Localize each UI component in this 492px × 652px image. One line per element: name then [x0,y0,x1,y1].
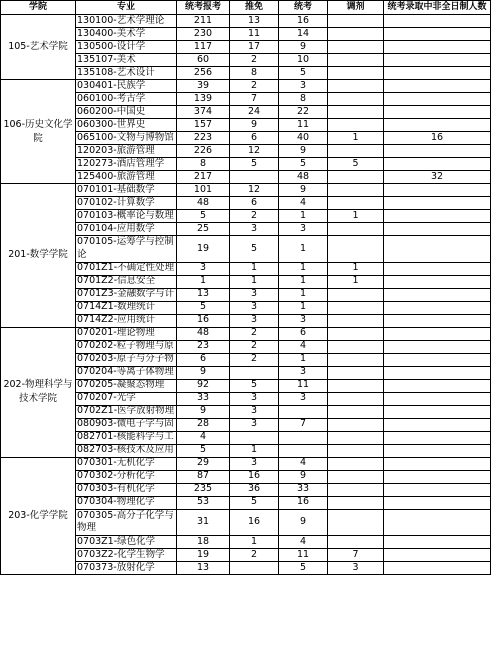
recommended-cell: 16 [230,470,279,483]
header-major: 专业 [76,1,177,15]
recommended-cell [230,366,279,379]
major-cell: 125400-旅游管理 [76,171,177,184]
transfer-cell [328,184,384,197]
recommended-cell [230,562,279,575]
part-time-cell [384,223,491,236]
part-time-cell [384,457,491,470]
exam-admitted-cell: 1 [279,288,328,301]
part-time-cell [384,93,491,106]
recommended-cell: 5 [230,158,279,171]
major-cell: 082703-核技术及应用 [76,444,177,457]
major-cell: 135108-艺术设计 [76,67,177,80]
major-cell: 070373-放射化学 [76,562,177,575]
recommended-cell: 5 [230,379,279,392]
exam-applicants-cell: 16 [177,314,230,327]
major-cell: 060200-中国史 [76,106,177,119]
part-time-cell [384,15,491,28]
major-cell: 060300-世界史 [76,119,177,132]
transfer-cell [328,314,384,327]
major-cell: 0714Z2-应用统计 [76,314,177,327]
recommended-cell: 2 [230,54,279,67]
part-time-cell [384,210,491,223]
header-transfer: 调剂 [328,1,384,15]
transfer-cell [328,340,384,353]
major-cell: 0702Z1-医学放射物理 [76,405,177,418]
exam-admitted-cell: 7 [279,418,328,431]
exam-applicants-cell: 39 [177,80,230,93]
exam-applicants-cell: 23 [177,340,230,353]
exam-applicants-cell: 53 [177,496,230,509]
exam-applicants-cell: 92 [177,379,230,392]
recommended-cell [230,171,279,184]
exam-applicants-cell: 48 [177,197,230,210]
major-cell: 070207-光学 [76,392,177,405]
exam-applicants-cell: 5 [177,444,230,457]
college-cell: 203-化学学院 [1,457,76,575]
exam-admitted-cell: 9 [279,470,328,483]
table-row [1,80,491,93]
exam-applicants-cell: 18 [177,536,230,549]
recommended-cell: 9 [230,119,279,132]
exam-applicants-cell: 19 [177,236,230,263]
transfer-cell [328,509,384,536]
recommended-cell: 3 [230,223,279,236]
part-time-cell [384,145,491,158]
exam-applicants-cell: 256 [177,67,230,80]
major-cell: 130500-设计学 [76,41,177,54]
part-time-cell [384,80,491,93]
exam-admitted-cell: 10 [279,54,328,67]
major-cell: 070105-运筹学与控制论 [76,236,177,263]
transfer-cell [328,379,384,392]
exam-admitted-cell: 11 [279,119,328,132]
exam-applicants-cell: 60 [177,54,230,67]
major-cell: 065100-文物与博物馆 [76,132,177,145]
recommended-cell: 7 [230,93,279,106]
table-body [1,15,491,575]
exam-applicants-cell: 29 [177,457,230,470]
major-cell: 0701Z1-不确定性处理 [76,262,177,275]
exam-admitted-cell: 1 [279,353,328,366]
table-row [1,184,491,197]
transfer-cell [328,80,384,93]
major-cell: 130100-艺术学理论 [76,15,177,28]
part-time-cell [384,444,491,457]
exam-admitted-cell: 9 [279,41,328,54]
major-cell: 070304-物理化学 [76,496,177,509]
major-cell: 070205-凝聚态物理 [76,379,177,392]
major-cell: 070203-原子与分子物 [76,353,177,366]
part-time-cell [384,158,491,171]
exam-admitted-cell [279,405,328,418]
part-time-cell [384,106,491,119]
major-cell: 070301-无机化学 [76,457,177,470]
part-time-cell [384,366,491,379]
exam-applicants-cell: 9 [177,405,230,418]
exam-admitted-cell: 9 [279,145,328,158]
transfer-cell [328,457,384,470]
transfer-cell [328,67,384,80]
transfer-cell [328,470,384,483]
header-recommended: 推免 [230,1,279,15]
part-time-cell [384,327,491,340]
exam-admitted-cell: 16 [279,496,328,509]
exam-admitted-cell: 5 [279,562,328,575]
recommended-cell: 2 [230,340,279,353]
exam-applicants-cell: 13 [177,562,230,575]
exam-applicants-cell: 13 [177,288,230,301]
transfer-cell [328,444,384,457]
part-time-cell [384,379,491,392]
recommended-cell: 5 [230,496,279,509]
major-cell: 060100-考古学 [76,93,177,106]
exam-admitted-cell: 33 [279,483,328,496]
exam-admitted-cell: 8 [279,93,328,106]
major-cell: 120273-酒店管理学 [76,158,177,171]
part-time-cell [384,418,491,431]
exam-admitted-cell: 9 [279,184,328,197]
recommended-cell: 24 [230,106,279,119]
part-time-cell [384,236,491,263]
major-cell: 080903-微电子学与固 [76,418,177,431]
transfer-cell [328,145,384,158]
recommended-cell: 2 [230,210,279,223]
college-cell: 105-艺术学院 [1,15,76,80]
major-cell: 135107-美术 [76,54,177,67]
exam-admitted-cell: 3 [279,366,328,379]
part-time-cell [384,301,491,314]
exam-applicants-cell: 9 [177,366,230,379]
transfer-cell [328,483,384,496]
exam-applicants-cell: 5 [177,301,230,314]
part-time-cell [384,509,491,536]
header-part-time: 统考录取中非全日制人数 [384,1,491,15]
recommended-cell: 1 [230,262,279,275]
recommended-cell: 3 [230,314,279,327]
exam-applicants-cell: 8 [177,158,230,171]
transfer-cell [328,171,384,184]
exam-applicants-cell: 226 [177,145,230,158]
header-exam-applicants: 统考报考 [177,1,230,15]
college-cell: 106-历史文化学院 [1,80,76,184]
exam-admitted-cell: 11 [279,549,328,562]
exam-admitted-cell: 4 [279,457,328,470]
major-cell: 082701-核能科学与工 [76,431,177,444]
major-cell: 070201-理论物理 [76,327,177,340]
exam-admitted-cell: 3 [279,314,328,327]
exam-admitted-cell: 6 [279,327,328,340]
transfer-cell: 1 [328,262,384,275]
exam-admitted-cell [279,431,328,444]
exam-applicants-cell: 230 [177,28,230,41]
exam-admitted-cell: 5 [279,158,328,171]
exam-admitted-cell: 3 [279,80,328,93]
major-cell: 070103-概率论与数理 [76,210,177,223]
transfer-cell [328,405,384,418]
exam-admitted-cell [279,444,328,457]
transfer-cell [328,93,384,106]
exam-admitted-cell: 22 [279,106,328,119]
major-cell: 0703Z2-化学生物学 [76,549,177,562]
major-cell: 0701Z2-信息安全 [76,275,177,288]
transfer-cell: 5 [328,158,384,171]
exam-admitted-cell: 1 [279,275,328,288]
exam-applicants-cell: 101 [177,184,230,197]
recommended-cell: 8 [230,67,279,80]
major-cell: 070101-基础数学 [76,184,177,197]
part-time-cell: 32 [384,171,491,184]
exam-admitted-cell: 1 [279,236,328,263]
major-cell: 0714Z1-数理统计 [76,301,177,314]
exam-admitted-cell: 9 [279,509,328,536]
part-time-cell [384,275,491,288]
recommended-cell: 6 [230,197,279,210]
major-cell: 030401-民族学 [76,80,177,93]
recommended-cell: 6 [230,132,279,145]
exam-applicants-cell: 117 [177,41,230,54]
transfer-cell [328,353,384,366]
part-time-cell: 16 [384,132,491,145]
transfer-cell: 3 [328,562,384,575]
exam-applicants-cell: 374 [177,106,230,119]
transfer-cell [328,536,384,549]
recommended-cell: 36 [230,483,279,496]
recommended-cell: 13 [230,15,279,28]
transfer-cell [328,288,384,301]
exam-admitted-cell: 3 [279,223,328,236]
transfer-cell [328,41,384,54]
recommended-cell: 5 [230,236,279,263]
recommended-cell: 12 [230,184,279,197]
recommended-cell: 3 [230,392,279,405]
recommended-cell: 3 [230,457,279,470]
exam-applicants-cell: 139 [177,93,230,106]
exam-admitted-cell: 40 [279,132,328,145]
recommended-cell: 16 [230,509,279,536]
recommended-cell: 2 [230,549,279,562]
exam-admitted-cell: 5 [279,67,328,80]
part-time-cell [384,470,491,483]
transfer-cell [328,431,384,444]
transfer-cell [328,236,384,263]
recommended-cell: 3 [230,418,279,431]
transfer-cell: 1 [328,275,384,288]
transfer-cell [328,119,384,132]
recommended-cell: 3 [230,301,279,314]
exam-admitted-cell: 48 [279,171,328,184]
transfer-cell: 7 [328,549,384,562]
transfer-cell [328,106,384,119]
major-cell: 130400-美术学 [76,28,177,41]
exam-admitted-cell: 1 [279,210,328,223]
transfer-cell [328,301,384,314]
recommended-cell: 3 [230,405,279,418]
exam-applicants-cell: 31 [177,509,230,536]
major-cell: 070302-分析化学 [76,470,177,483]
transfer-cell [328,392,384,405]
exam-applicants-cell: 87 [177,470,230,483]
recommended-cell: 2 [230,353,279,366]
header-college: 学院 [1,1,76,15]
recommended-cell: 2 [230,80,279,93]
exam-admitted-cell: 4 [279,536,328,549]
part-time-cell [384,431,491,444]
exam-applicants-cell: 3 [177,262,230,275]
exam-applicants-cell: 6 [177,353,230,366]
exam-admitted-cell: 11 [279,379,328,392]
part-time-cell [384,353,491,366]
exam-applicants-cell: 157 [177,119,230,132]
exam-applicants-cell: 211 [177,15,230,28]
exam-applicants-cell: 33 [177,392,230,405]
part-time-cell [384,340,491,353]
major-cell: 0701Z3-金融数学与计 [76,288,177,301]
transfer-cell [328,15,384,28]
part-time-cell [384,184,491,197]
exam-admitted-cell: 4 [279,340,328,353]
exam-applicants-cell: 217 [177,171,230,184]
transfer-cell [328,366,384,379]
exam-admitted-cell: 3 [279,392,328,405]
transfer-cell [328,223,384,236]
major-cell: 070202-粒子物理与原 [76,340,177,353]
part-time-cell [384,496,491,509]
part-time-cell [384,405,491,418]
part-time-cell [384,549,491,562]
transfer-cell [328,496,384,509]
exam-admitted-cell: 16 [279,15,328,28]
header-exam-admitted: 统考 [279,1,328,15]
major-cell: 0703Z1-绿色化学 [76,536,177,549]
exam-admitted-cell: 4 [279,197,328,210]
transfer-cell [328,197,384,210]
transfer-cell: 1 [328,132,384,145]
exam-admitted-cell: 1 [279,301,328,314]
part-time-cell [384,392,491,405]
part-time-cell [384,288,491,301]
recommended-cell: 11 [230,28,279,41]
exam-applicants-cell: 28 [177,418,230,431]
transfer-cell: 1 [328,210,384,223]
major-cell: 070204-等离子体物理 [76,366,177,379]
exam-applicants-cell: 5 [177,210,230,223]
recommended-cell: 1 [230,275,279,288]
part-time-cell [384,67,491,80]
exam-admitted-cell: 1 [279,262,328,275]
header-row [1,1,491,15]
college-cell: 202-物理科学与技术学院 [1,327,76,457]
part-time-cell [384,119,491,132]
exam-admitted-cell: 14 [279,28,328,41]
recommended-cell: 3 [230,288,279,301]
part-time-cell [384,54,491,67]
part-time-cell [384,262,491,275]
recommended-cell: 1 [230,536,279,549]
table-row [1,457,491,470]
recommended-cell: 17 [230,41,279,54]
transfer-cell [328,327,384,340]
major-cell: 070102-计算数学 [76,197,177,210]
exam-applicants-cell: 19 [177,549,230,562]
part-time-cell [384,483,491,496]
recommended-cell: 12 [230,145,279,158]
exam-applicants-cell: 235 [177,483,230,496]
transfer-cell [328,418,384,431]
major-cell: 070303-有机化学 [76,483,177,496]
recommended-cell: 2 [230,327,279,340]
exam-applicants-cell: 223 [177,132,230,145]
exam-applicants-cell: 48 [177,327,230,340]
table-row [1,327,491,340]
part-time-cell [384,562,491,575]
college-cell: 201-数学学院 [1,184,76,328]
transfer-cell [328,28,384,41]
part-time-cell [384,41,491,54]
exam-applicants-cell: 1 [177,275,230,288]
part-time-cell [384,28,491,41]
exam-applicants-cell: 25 [177,223,230,236]
exam-applicants-cell: 4 [177,431,230,444]
major-cell: 070104-应用数学 [76,223,177,236]
part-time-cell [384,314,491,327]
major-cell: 120203-旅游管理 [76,145,177,158]
recommended-cell [230,431,279,444]
part-time-cell [384,197,491,210]
transfer-cell [328,54,384,67]
table-row [1,15,491,28]
recommended-cell: 1 [230,444,279,457]
major-cell: 070305-高分子化学与物理 [76,509,177,536]
part-time-cell [384,536,491,549]
